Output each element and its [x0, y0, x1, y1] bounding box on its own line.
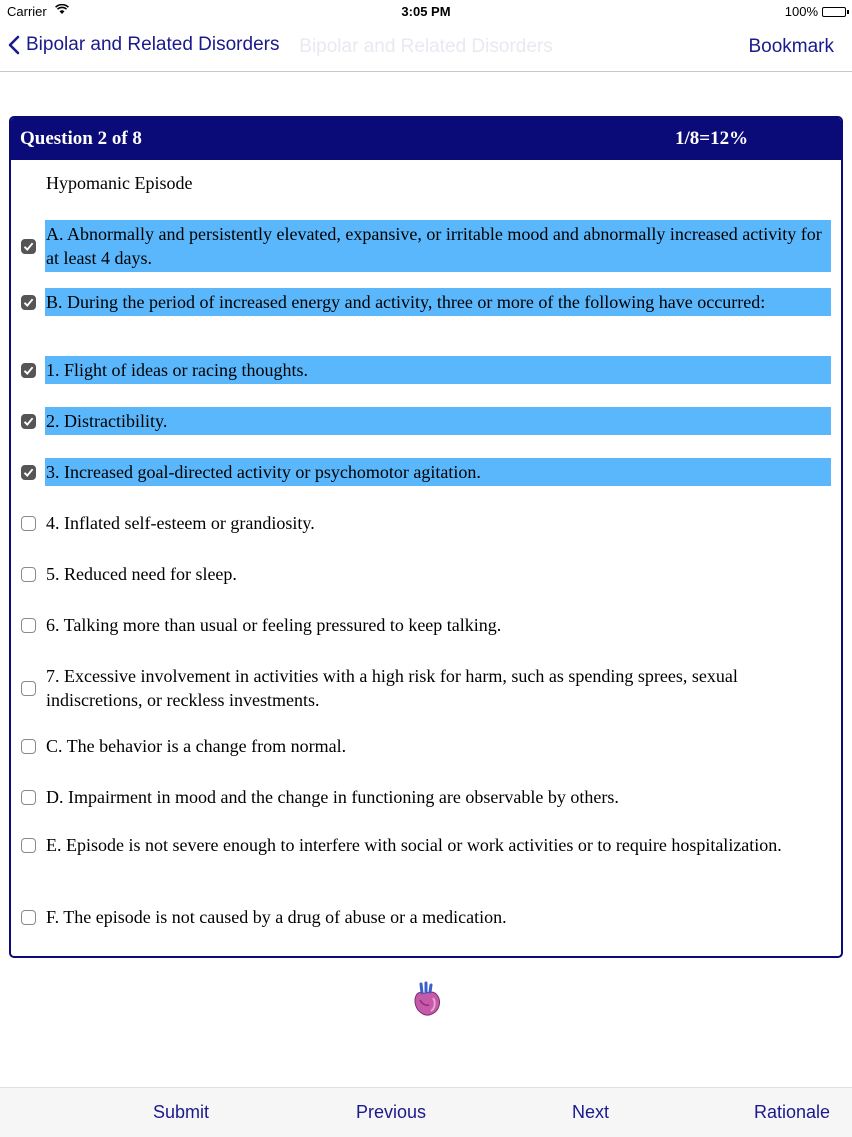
rationale-button[interactable]: Rationale [754, 1102, 831, 1122]
option-item[interactable] [21, 560, 831, 588]
option-item[interactable] [21, 458, 831, 486]
question-stem: Hypomanic Episode [46, 173, 193, 193]
option-label: 3. Increased goal-directed activity or psychomotor agitation. [45, 458, 831, 486]
option-label: 7. Excessive involvement in activities with a high risk for harm, such as spending sprees, sexual indiscretions, or reckless investments. [46, 666, 738, 710]
checkbox-icon[interactable] [21, 739, 36, 754]
submit-button[interactable]: Submit [153, 1102, 210, 1122]
option-item[interactable] [21, 903, 831, 931]
clock-label: 3:05 PM [401, 4, 451, 19]
option-item[interactable] [21, 407, 831, 435]
option-item[interactable] [21, 288, 831, 316]
option-label: 2. Distractibility. [45, 407, 831, 435]
checkbox-icon[interactable] [21, 363, 36, 378]
option-item[interactable] [21, 509, 831, 537]
option-label: B. During the period of increased energy and activity, three or more of the following have occurred: [45, 288, 831, 316]
checkbox-icon[interactable] [21, 910, 36, 925]
option-item[interactable] [21, 831, 831, 859]
status-bar [0, 0, 852, 24]
option-label: 1. Flight of ideas or racing thoughts. [45, 356, 831, 384]
checkbox-icon[interactable] [21, 414, 36, 429]
carrier-label: Carrier [7, 4, 47, 19]
option-label: A. Abnormally and persistently elevated, expansive, or irritable mood and abnormally increased activity for at least 4 days. [45, 220, 831, 272]
question-card [9, 116, 843, 958]
option-label: 4. Inflated self-esteem or grandiosity. [46, 513, 315, 533]
score-label: 1/8=12% [675, 128, 749, 149]
checkbox-icon[interactable] [21, 567, 36, 582]
option-label: 6. Talking more than usual or feeling pressured to keep talking. [46, 615, 502, 635]
checkbox-icon[interactable] [21, 239, 36, 254]
option-label: C. The behavior is a change from normal. [46, 736, 347, 756]
checkbox-icon[interactable] [21, 618, 36, 633]
checkbox-icon[interactable] [21, 516, 36, 531]
battery-status [785, 4, 846, 19]
option-item[interactable] [21, 611, 831, 639]
previous-button[interactable]: Previous [356, 1102, 427, 1122]
heart-logo-icon [411, 980, 443, 1023]
checkbox-icon[interactable] [21, 838, 36, 853]
option-item[interactable] [21, 220, 831, 272]
battery-icon [822, 7, 846, 17]
option-label: D. Impairment in mood and the change in functioning are observable by others. [46, 787, 619, 807]
option-label: E. Episode is not severe enough to interfere with social or work activities or to require hospitalization. [46, 835, 782, 855]
back-button-label: Bipolar and Related Disorders [26, 34, 280, 55]
navigation-bar [0, 24, 852, 72]
bottom-toolbar [0, 1087, 852, 1137]
question-number: Question 2 of 8 [20, 128, 142, 149]
option-item[interactable] [21, 662, 831, 714]
checkbox-icon[interactable] [21, 465, 36, 480]
option-item[interactable] [21, 732, 831, 760]
bookmark-button[interactable]: Bookmark [748, 36, 834, 57]
checkbox-icon[interactable] [21, 295, 36, 310]
question-header [11, 118, 841, 160]
checkbox-icon[interactable] [21, 790, 36, 805]
option-item[interactable] [21, 356, 831, 384]
option-label: 5. Reduced need for sleep. [46, 564, 237, 584]
option-item[interactable] [21, 783, 831, 811]
battery-percent: 100% [784, 4, 818, 19]
option-label: F. The episode is not caused by a drug of abuse or a medication. [46, 907, 507, 927]
checkbox-icon[interactable] [21, 681, 36, 696]
page-title: Bipolar and Related Disorders [299, 36, 553, 57]
next-button[interactable]: Next [572, 1102, 610, 1122]
